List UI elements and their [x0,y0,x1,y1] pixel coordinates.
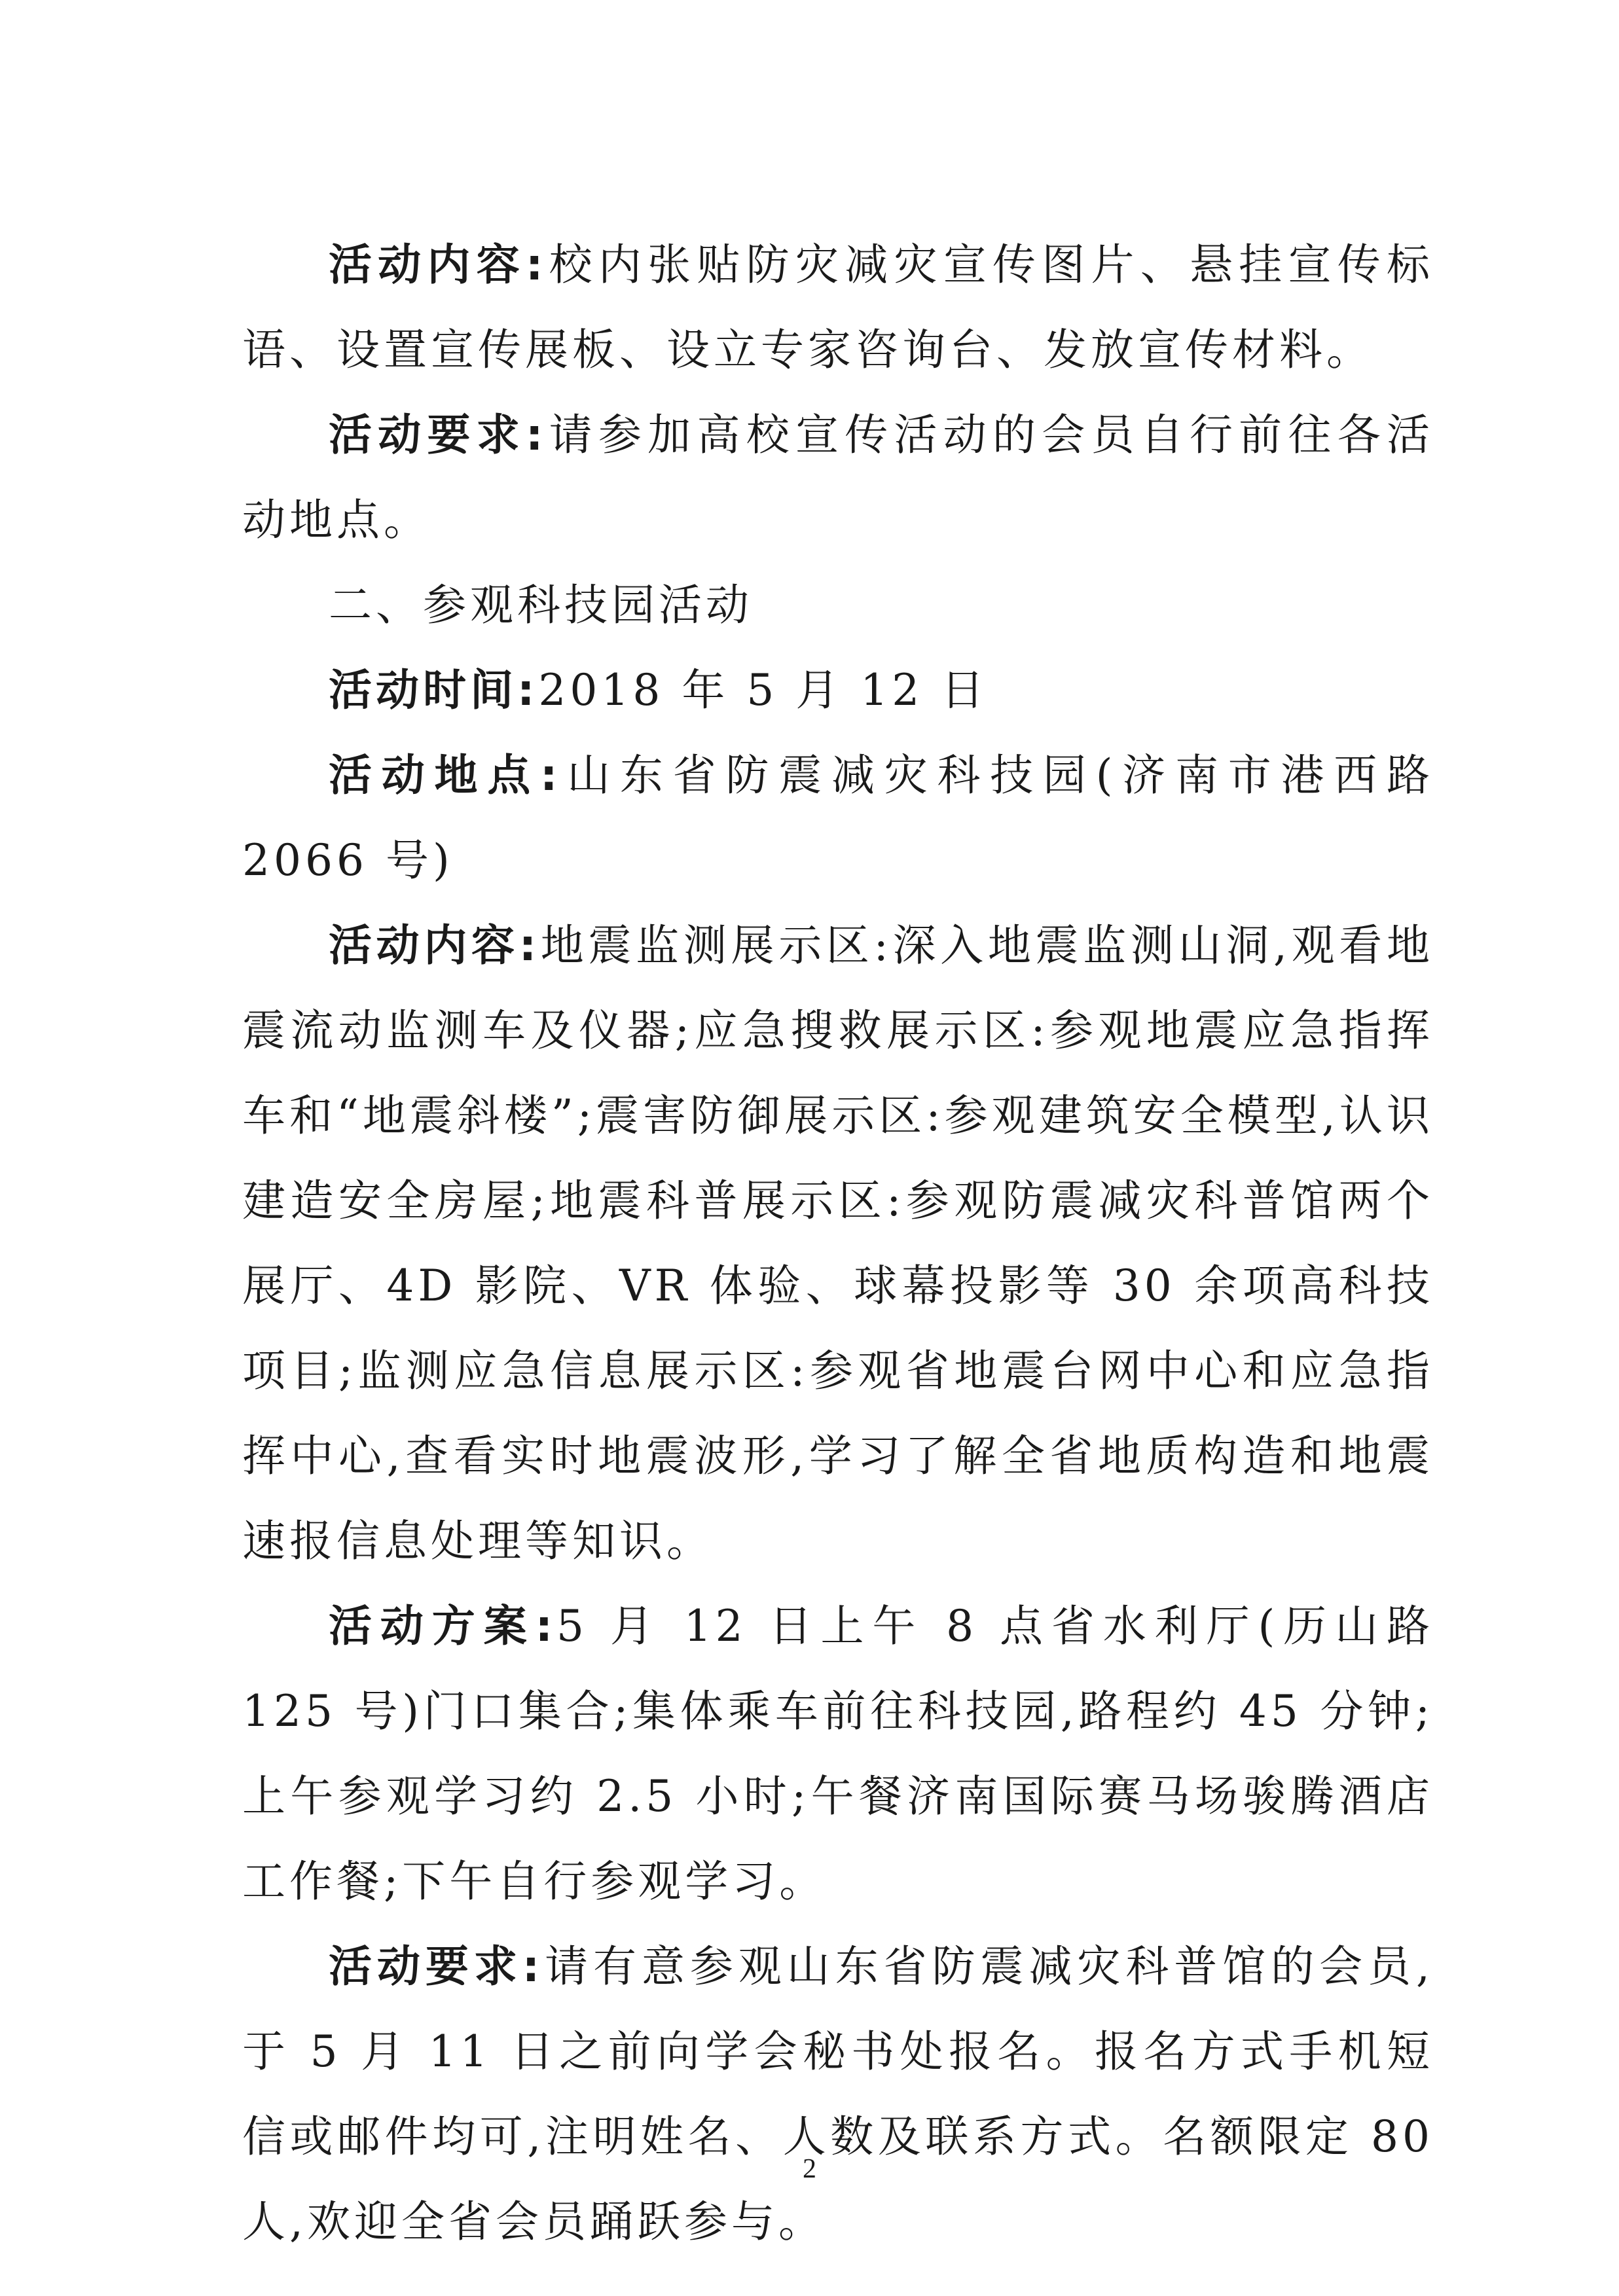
label-activity-content: 活动内容: [329,240,547,290]
label-activity-plan: 活动方案: [329,1601,557,1651]
text-activity-requirement: 请有意参观山东省防震减灾科普馆的会员,于 5 月 11 日之前向学会秘书处报名。报名方式手机短信或邮件均可,注明姓名、人数及联系方式。名额限定 80 人,欢迎全省会员踊跃参与。 [242,1941,1434,2247]
paragraph-activity-requirement-1 [242,393,1434,563]
paragraph-activity-requirement-2 [242,1924,1434,2265]
paragraph-activity-content-1 [242,223,1434,393]
page-number: 2 [803,2154,816,2184]
text-activity-location: 山东省防震减灾科技园(济南市港西路 2066 号) [242,750,1434,886]
text-activity-plan: 5 月 12 日上午 8 点省水利厅(历山路 125 号)门口集合;集体乘车前往科技园,路程约 45 分钟;上午参观学习约 2.5 小时;午餐济南国际赛马场骏腾酒店工作餐;下午自行参观学习。 [242,1601,1434,1907]
paragraph-activity-time [242,648,1434,733]
paragraph-activity-location [242,733,1434,903]
document-body [242,223,1434,2265]
text-activity-content: 校内张贴防灾减灾宣传图片、悬挂宣传标语、设置宣传展板、设立专家咨询台、发放宣传材料。 [242,240,1434,375]
label-activity-location: 活动地点: [329,750,562,800]
section-heading-tech-park: 二、参观科技园活动 [329,580,753,630]
paragraph-activity-content-2 [242,903,1434,1584]
text-activity-content: 地震监测展示区:深入地震监测山洞,观看地震流动监测车及仪器;应急搜救展示区:参观地震应急指挥车和“地震斜楼”;震害防御展示区:参观建筑安全模型,认识建造安全房屋;地震科普展示区:参观防震减灾科普馆两个展厅、4D 影院、VR 体验、球幕投影等 30 余项高科技项目;监测应急信息展示区:参观省地震台网中心和应急指挥中心,查看实时地震波形,学习了解全省地质构造和地震速报信息处理等知识。 [242,920,1434,1566]
label-activity-requirement: 活动要求: [329,1941,544,1992]
label-activity-requirement: 活动要求: [329,410,547,460]
label-activity-time: 活动时间: [329,665,539,715]
text-activity-time: 2018 年 5 月 12 日 [538,665,989,715]
text-activity-requirement: 请参加高校宣传活动的会员自行前往各活动地点。 [242,410,1434,545]
paragraph-activity-plan [242,1584,1434,1924]
label-activity-content: 活动内容: [329,920,541,971]
